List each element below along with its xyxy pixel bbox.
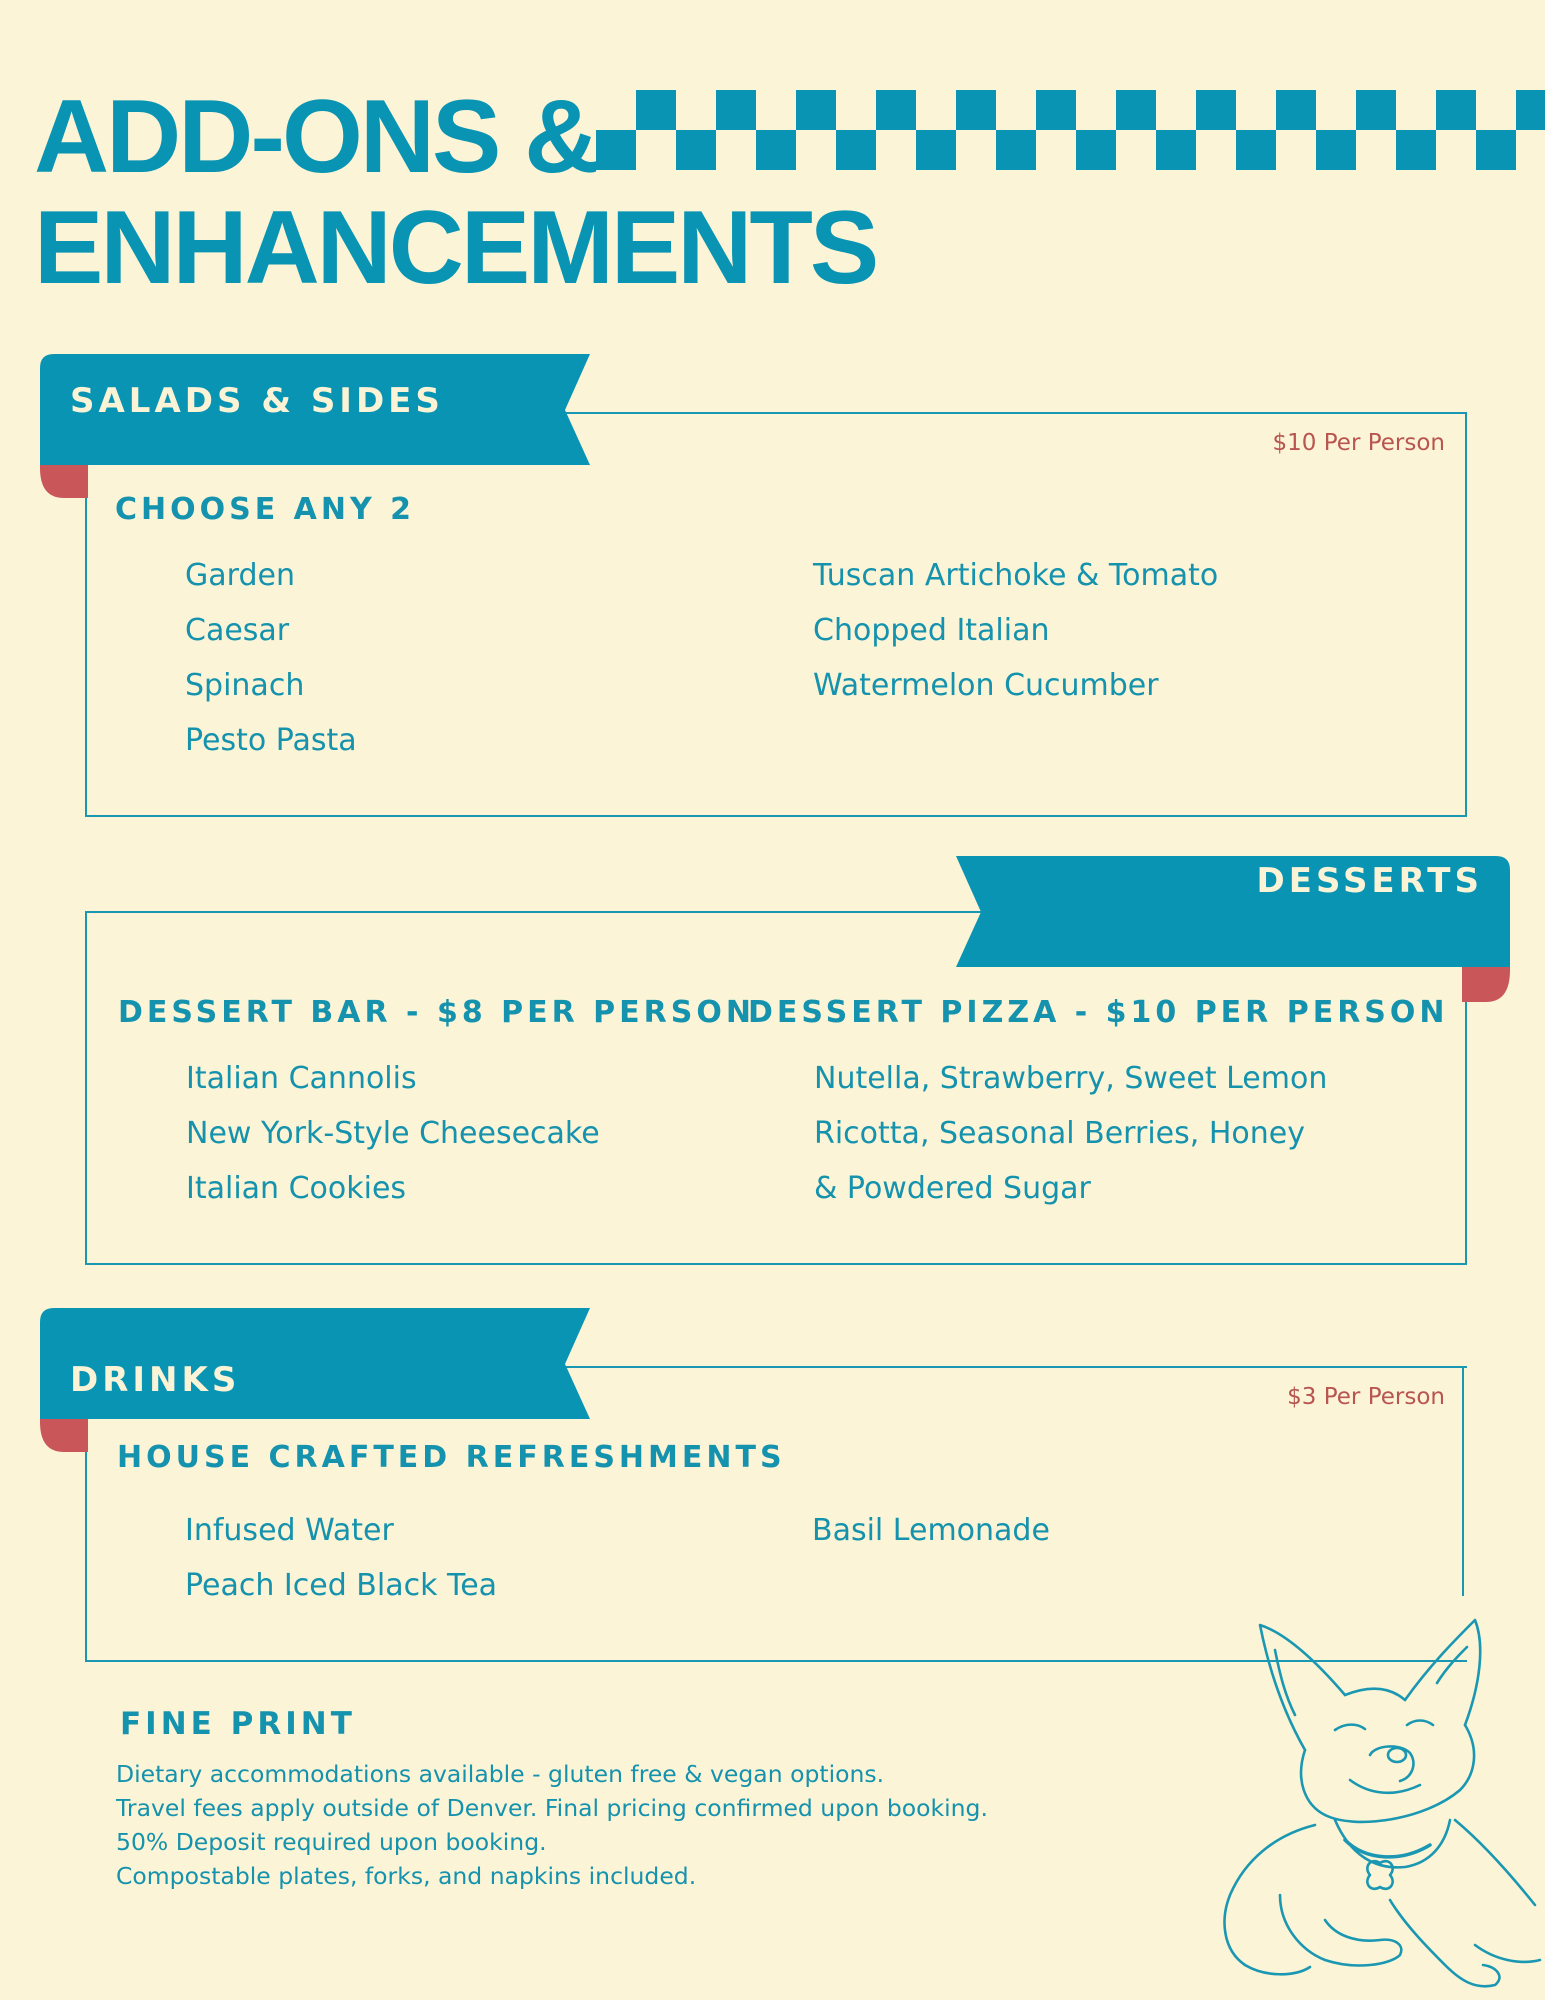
title-line-1: ADD-ONS & (34, 79, 597, 195)
list-item: Garden (185, 558, 295, 593)
dessert-pizza-heading: DESSERT PIZZA - $10 PER PERSON (748, 995, 1449, 1030)
list-item: Nutella, Strawberry, Sweet Lemon (814, 1061, 1328, 1096)
drinks-right-list (812, 1503, 1050, 1558)
list-item: Tuscan Artichoke & Tomato (813, 558, 1219, 593)
fine-print-line: Travel fees apply outside of Denver. Final pricing confirmed upon booking. (116, 1794, 988, 1822)
fine-print-list (116, 1757, 988, 1893)
list-item: Chopped Italian (813, 613, 1050, 648)
salads-right-list (813, 548, 1218, 713)
salads-ribbon (40, 354, 600, 500)
drinks-ribbon-label: DRINKS (70, 1360, 241, 1400)
fine-print-line: Dietary accommodations available - gluten free & vegan options. (116, 1760, 885, 1788)
salads-price: $10 Per Person (1272, 430, 1445, 456)
salads-subheading: CHOOSE ANY 2 (115, 492, 416, 527)
desserts-ribbon-label: DESSERTS (1256, 861, 1483, 901)
salads-left-list (185, 548, 357, 768)
list-item: & Powdered Sugar (814, 1171, 1091, 1206)
list-item: Italian Cannolis (186, 1061, 417, 1096)
fine-print-heading: FINE PRINT (120, 1706, 356, 1742)
fine-print-line: 50% Deposit required upon booking. (116, 1828, 547, 1856)
list-item: Pesto Pasta (185, 723, 357, 758)
list-item: Italian Cookies (186, 1171, 407, 1206)
title-line-2: ENHANCEMENTS (34, 190, 877, 306)
list-item: Basil Lemonade (812, 1513, 1050, 1548)
drinks-box-right-edge (1462, 1366, 1464, 1596)
dessert-pizza-list (814, 1051, 1327, 1216)
list-item: Peach Iced Black Tea (185, 1568, 498, 1603)
salads-ribbon-label: SALADS & SIDES (70, 381, 444, 421)
list-item: New York-Style Cheesecake (186, 1116, 600, 1151)
list-item: Infused Water (185, 1513, 394, 1548)
checkerboard-decoration (596, 90, 1545, 170)
list-item: Ricotta, Seasonal Berries, Honey (814, 1116, 1305, 1151)
chihuahua-line-drawing-icon (1175, 1605, 1545, 2000)
drinks-subheading: HOUSE CRAFTED REFRESHMENTS (117, 1440, 786, 1475)
drinks-left-list (185, 1503, 497, 1613)
dessert-bar-list (186, 1051, 600, 1216)
fine-print-line: Compostable plates, forks, and napkins included. (116, 1862, 697, 1890)
list-item: Watermelon Cucumber (813, 668, 1159, 703)
drinks-price: $3 Per Person (1287, 1384, 1445, 1410)
list-item: Caesar (185, 613, 290, 648)
dessert-bar-heading: DESSERT BAR - $8 PER PERSON (118, 995, 755, 1030)
list-item: Spinach (185, 668, 305, 703)
